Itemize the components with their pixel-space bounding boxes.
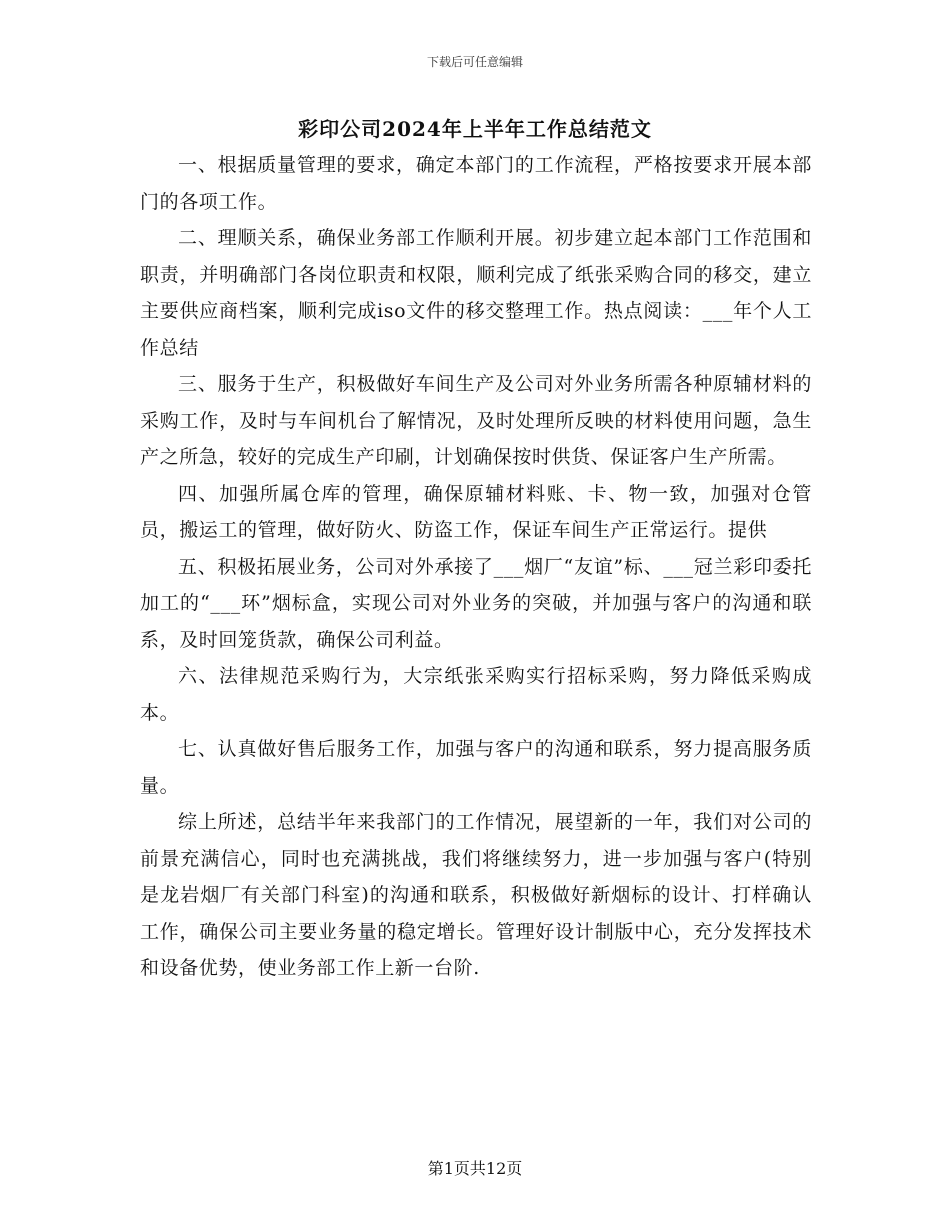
paragraph-2: 二、理顺关系，确保业务部工作顺利开展。初步建立起本部门工作范围和职责，并明确部门各岗位职责和权限，顺利完成了纸张采购合同的移交，建立主要供应商档案，顺利完成iso文件的移交整理工作。热点阅读：___年个人工作总结 [140,227,812,359]
document-title: 彩印公司2024年上半年工作总结范文 [298,117,652,141]
paragraph-3: 三、服务于生产，积极做好车间生产及公司对外业务所需各种原辅材料的采购工作，及时与车间机台了解情况，及时处理所反映的材料使用问题，急生产之所急，较好的完成生产印刷，计划确保按时供货、保证客户生产所需。 [140,373,812,468]
paragraph-6: 六、法律规范采购行为，大宗纸张采购实行招标采购，努力降低采购成本。 [140,665,812,724]
page-footer: 第1页共12页 [427,1159,523,1178]
paragraph-7: 七、认真做好售后服务工作，加强与客户的沟通和联系，努力提高服务质量。 [140,738,812,797]
header-note: 下载后可任意编辑 [426,55,523,69]
paragraph-4: 四、加强所属仓库的管理，确保原辅材料账、卡、物一致，加强对仓管员，搬运工的管理，做好防火、防盗工作，保证车间生产正常运行。提供 [140,482,812,541]
paragraph-summary: 综上所述，总结半年来我部门的工作情况，展望新的一年，我们对公司的前景充满信心，同时也充满挑战，我们将继续努力，进一步加强与客户(特别是龙岩烟厂有关部门科室)的沟通和联系，积极做好新烟标的设计、打样确认工作，确保公司主要业务量的稳定增长。管理好设计制版中心，充分发挥技术和设备优势，使业务部工作上新一台阶. [140,811,812,979]
document-body [140,147,812,987]
paragraph-1: 一、根据质量管理的要求，确定本部门的工作流程，严格按要求开展本部门的各项工作。 [140,154,812,213]
paragraph-5: 五、积极拓展业务，公司对外承接了___烟厂“友谊”标、___冠兰彩印委托加工的“___环”烟标盒，实现公司对外业务的突破，并加强与客户的沟通和联系，及时回笼货款，确保公司利益。 [140,555,812,651]
